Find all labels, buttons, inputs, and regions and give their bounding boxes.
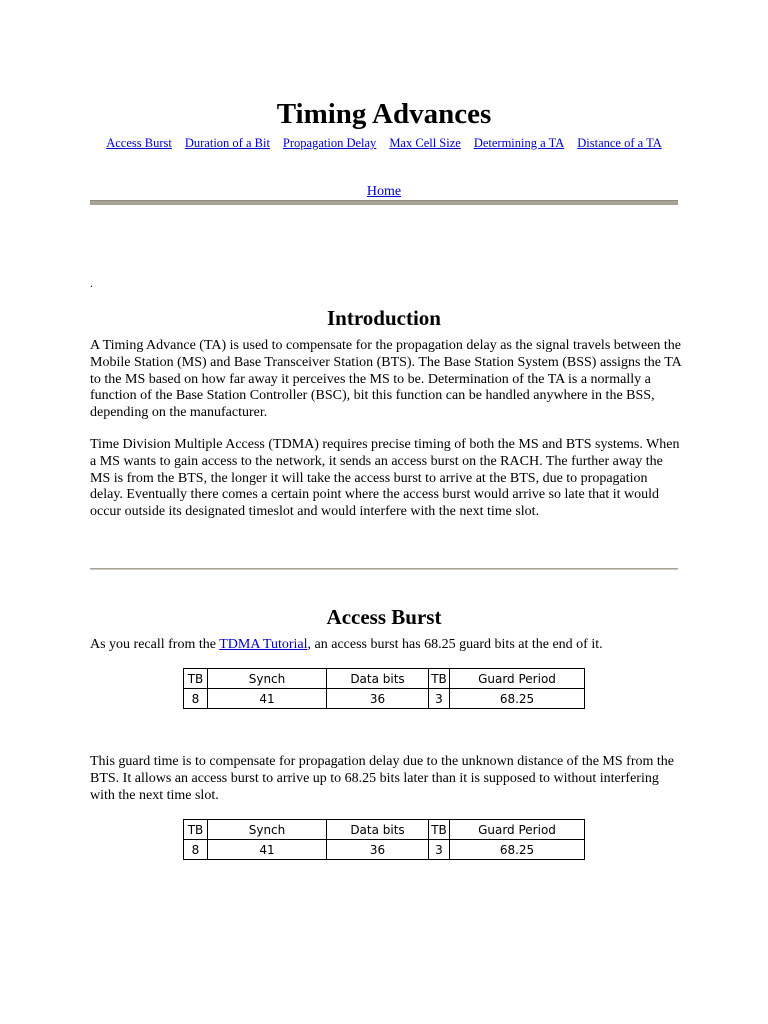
- table-header-cell: TB: [184, 820, 208, 840]
- table-cell: 8: [184, 840, 208, 860]
- access-burst-intro: [90, 637, 682, 654]
- table-cell: 36: [327, 840, 429, 860]
- home-row: [0, 183, 768, 201]
- introduction-heading: Introduction: [327, 306, 441, 330]
- table-cell: 3: [429, 689, 450, 709]
- nav-link-propagation-delay[interactable]: Propagation Delay: [282, 136, 377, 150]
- table-cell: 8: [184, 689, 208, 709]
- table-header-row: [184, 669, 585, 689]
- table-row: [184, 840, 585, 860]
- nav-link-max-cell-size[interactable]: Max Cell Size: [389, 136, 461, 150]
- table-cell: 68.25: [450, 689, 585, 709]
- tdma-tutorial-link[interactable]: TDMA Tutorial: [219, 637, 308, 652]
- table-cell: 41: [208, 689, 327, 709]
- introduction-paragraph-1: A Timing Advance (TA) is used to compensate for the propagation delay as the signal travels between the Mobile Station (MS) and Base Transceiver Station (BTS). The Base Station System (BSS) assigns the TA to the MS based on how far away it perceives the MS to be. Determination of the TA is a normally a function of the Base Station Controller (BSC), bit this function can be handled anywhere in the BSS, depending on the manufacturer.: [90, 338, 682, 421]
- access-burst-intro-after: , an access burst has 68.25 guard bits at the end of it.: [307, 637, 603, 652]
- page-title: Timing Advances: [276, 98, 492, 130]
- access-burst-intro-before: As you recall from the: [90, 637, 220, 652]
- nav-link-duration-of-a-bit[interactable]: Duration of a Bit: [184, 136, 270, 150]
- section-divider: [90, 568, 678, 570]
- access-burst-table-1: [183, 668, 585, 709]
- stray-dot: .: [90, 276, 93, 290]
- access-burst-heading: Access Burst: [326, 605, 442, 629]
- table-cell: 41: [208, 840, 327, 860]
- nav-link-determining-a-ta[interactable]: Determining a TA: [473, 136, 565, 150]
- table-header-cell: Guard Period: [450, 820, 585, 840]
- nav-links: [0, 134, 768, 152]
- header-divider: [90, 200, 678, 205]
- access-burst-table-2: [183, 819, 585, 860]
- table-row: [184, 689, 585, 709]
- table-header-cell: Synch: [208, 820, 327, 840]
- home-link[interactable]: Home: [366, 184, 402, 199]
- table-cell: 68.25: [450, 840, 585, 860]
- nav-link-access-burst[interactable]: Access Burst: [106, 136, 172, 150]
- table-header-cell: Data bits: [327, 669, 429, 689]
- table-header-cell: TB: [429, 820, 450, 840]
- table-header-cell: TB: [429, 669, 450, 689]
- access-burst-paragraph-2: This guard time is to compensate for propagation delay due to the unknown distance of the MS from the BTS. It allows an access burst to arrive up to 68.25 bits later than it is supposed to without interfering with the next time slot.: [90, 754, 674, 803]
- table-cell: 3: [429, 840, 450, 860]
- table-header-row: [184, 820, 585, 840]
- introduction-paragraph-2: Time Division Multiple Access (TDMA) requires precise timing of both the MS and BTS systems. When a MS wants to gain access to the network, it sends an access burst on the RACH. The further away the MS is from the BTS, the longer it will take the access burst to arrive at the BTS, due to propagation delay. Eventually there comes a certain point where the access burst would arrive so late that it would occur outside its designated timeslot and would interfere with the next time slot.: [90, 437, 680, 520]
- table-header-cell: Data bits: [327, 820, 429, 840]
- table-header-cell: TB: [184, 669, 208, 689]
- table-header-cell: Synch: [208, 669, 327, 689]
- nav-link-distance-of-a-ta[interactable]: Distance of a TA: [577, 136, 662, 150]
- table-header-cell: Guard Period: [450, 669, 585, 689]
- table-cell: 36: [327, 689, 429, 709]
